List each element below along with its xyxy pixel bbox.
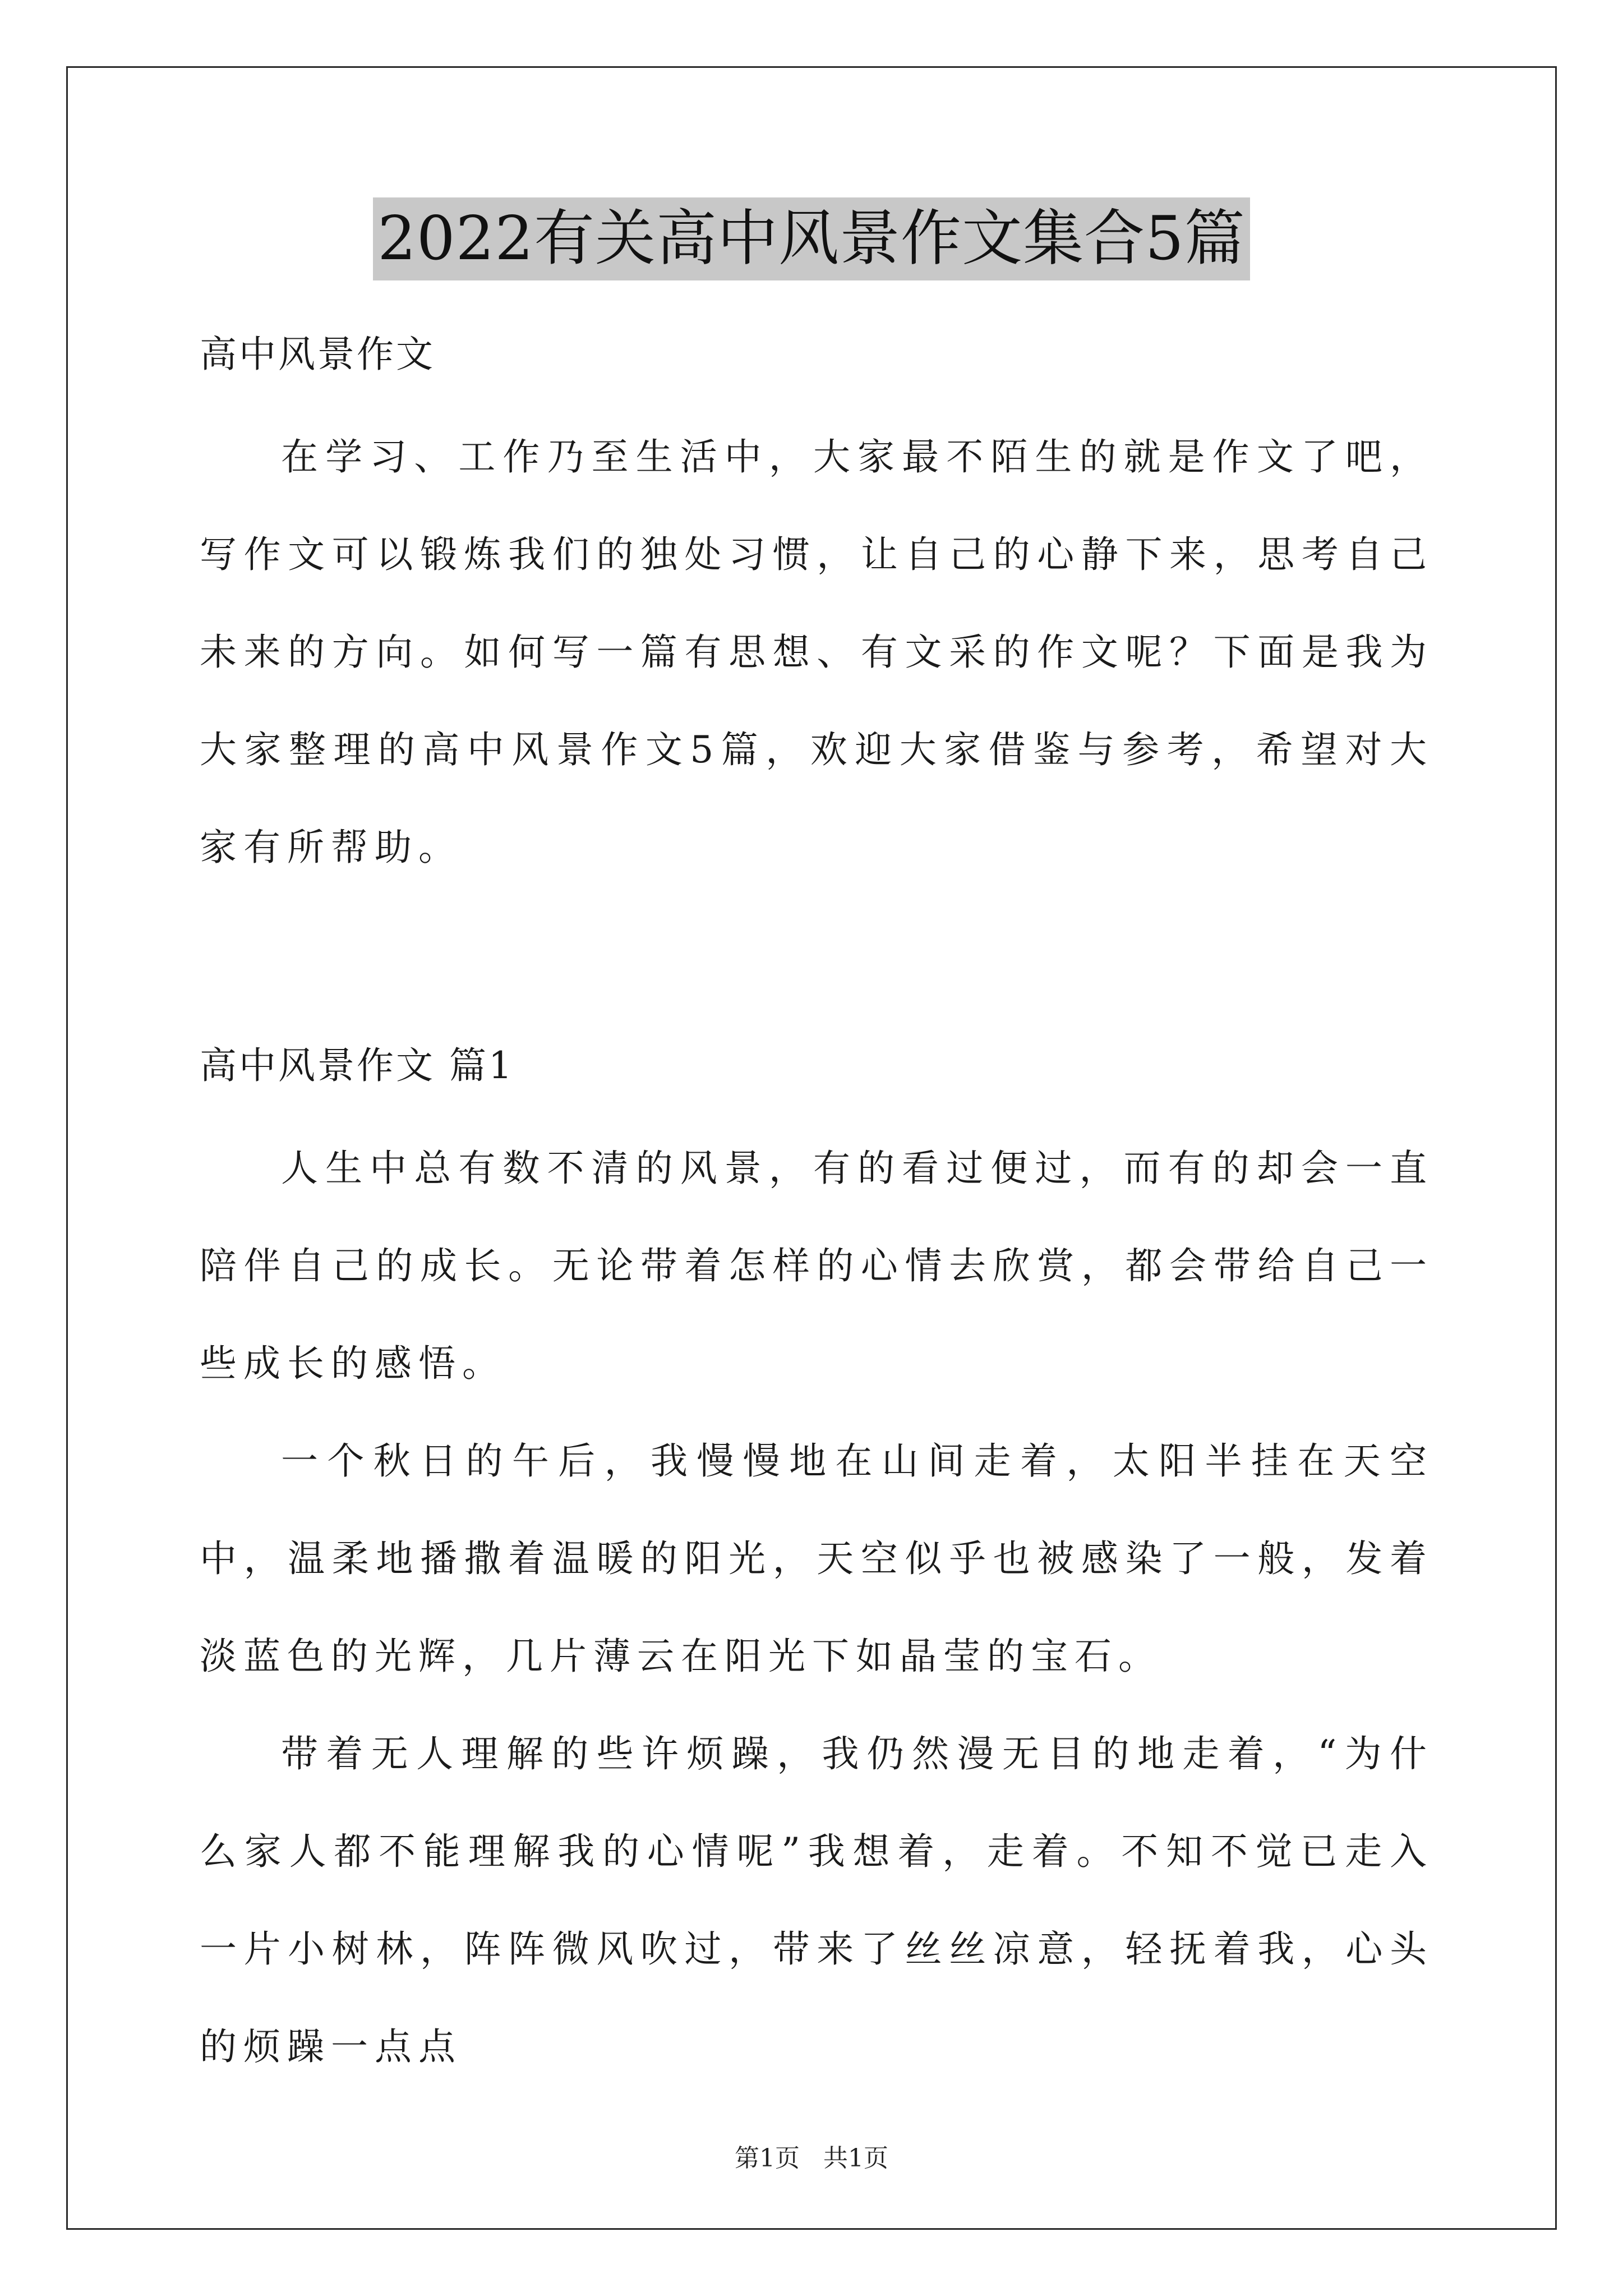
article-paragraph: 人生中总有数不清的风景，有的看过便过，而有的却会一直陪伴自己的成长。无论带着怎样的心情去欣赏，都会带给自己一些成长的感悟。 <box>200 1147 1433 1385</box>
page-footer <box>0 2142 1623 2175</box>
article-paragraph: 一个秋日的午后，我慢慢地在山间走着，太阳半挂在天空中，温柔地播撒着温暖的阳光，天空似乎也被感染了一般，发着淡蓝色的光辉，几片薄云在阳光下如晶莹的宝石。 <box>200 1439 1433 1678</box>
intro-paragraph: 在学习、工作乃至生活中，大家最不陌生的就是作文了吧，写作文可以锻炼我们的独处习惯，让自己的心静下来，思考自己未来的方向。如何写一篇有思想、有文采的作文呢？下面是我为大家整理的高中风景作文5篇，欢迎大家借鉴与参考，希望对大家有所帮助。 <box>200 435 1433 869</box>
article-heading: 高中风景作文 篇1 <box>200 1044 514 1087</box>
document-body <box>200 303 1433 2096</box>
page-total: 共1页 <box>823 2144 888 2173</box>
page-number: 第1页 <box>735 2144 800 2173</box>
document-title: 2022有关高中风景作文集合5篇 <box>373 197 1250 280</box>
article-paragraph: 带着无人理解的些许烦躁，我仍然漫无目的地走着，“为什么家人都不能理解我的心情呢”我想着，走着。不知不觉已走入一片小树林，阵阵微风吹过，带来了丝丝凉意，轻抚着我，心头的烦躁一点点 <box>200 1732 1433 2068</box>
title-container <box>0 197 1623 280</box>
intro-heading: 高中风景作文 <box>200 333 435 376</box>
